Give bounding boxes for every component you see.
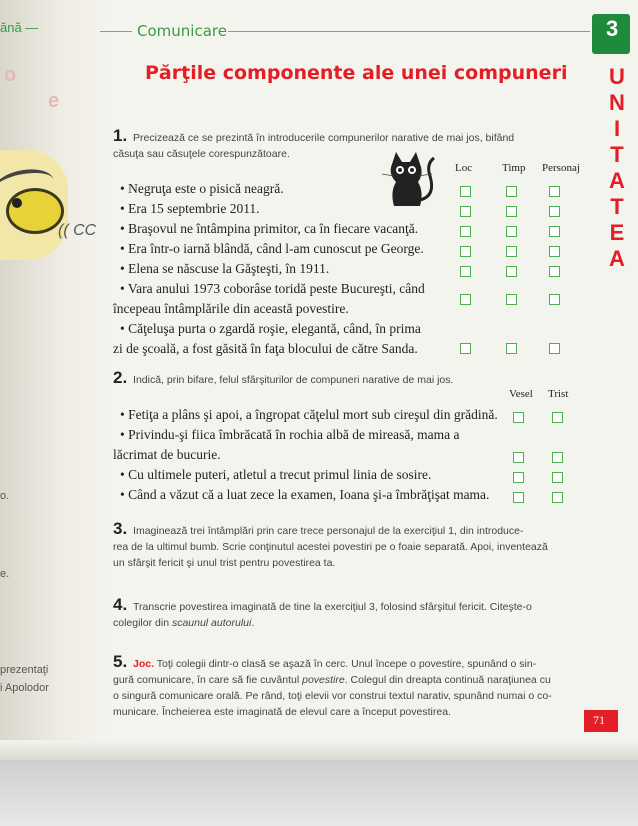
exercise-1-instruction: 1. Precizează ce se prezintă în introducerile compunerilor narative de mai jos, bifând căsuţa sau căsuţele corespunzătoare.	[113, 126, 515, 160]
exercise-4-text: 4. Transcrie povestirea imaginată de tine la exerciţiul 3, folosind sfârşitul fericit. Citeşte-o colegilor din scaunul autorului.	[113, 595, 532, 629]
left-page-edge	[0, 0, 80, 760]
exercise-2-instruction: 2. Indică, prin bifare, felul sfârşiturilor de compuneri narative de mai jos.	[113, 368, 454, 387]
left-page-illustration	[0, 150, 68, 260]
column-header-vesel: Vesel	[509, 388, 533, 400]
list-item: • Negruţa este o pisică neagră.	[120, 181, 284, 196]
list-item: • Vara anului 1973 coborâse toridă peste Bucureşti, când	[120, 281, 425, 296]
checkbox[interactable]	[549, 206, 560, 217]
left-page-red-letter: e	[48, 90, 60, 112]
checkbox[interactable]	[460, 246, 471, 257]
checkbox[interactable]	[506, 343, 517, 354]
scan-bottom-band	[0, 760, 638, 826]
checkbox[interactable]	[506, 246, 517, 257]
left-page-text-fragment: i Apolodor	[0, 682, 49, 694]
emphasis-povestire: povestire	[302, 674, 345, 686]
checkbox[interactable]	[549, 246, 560, 257]
checkbox[interactable]	[460, 226, 471, 237]
section-label: Comunicare	[137, 22, 227, 40]
column-header-personaj: Personaj	[542, 162, 580, 174]
game-label: Joc.	[133, 658, 155, 670]
exercise-4-number: 4.	[113, 595, 128, 614]
checkbox[interactable]	[513, 452, 524, 463]
header-rule-left	[100, 31, 132, 32]
header-rule-right	[228, 31, 590, 32]
checkbox[interactable]	[552, 492, 563, 503]
checkbox[interactable]	[552, 412, 563, 423]
page-number: 71	[593, 713, 605, 727]
list-item-continuation: lăcrimat de bucurie.	[113, 447, 221, 462]
exercise-2-number: 2.	[113, 368, 128, 387]
list-item: • Elena se născuse la Găşteşti, în 1911.	[120, 261, 330, 276]
column-header-loc: Loc	[455, 162, 473, 174]
checkbox[interactable]	[460, 343, 471, 354]
checkbox[interactable]	[460, 294, 471, 305]
checkbox[interactable]	[549, 186, 560, 197]
checkbox[interactable]	[506, 226, 517, 237]
checkbox[interactable]	[460, 266, 471, 277]
checkbox[interactable]	[513, 472, 524, 483]
list-item: • Cu ultimele puteri, atletul a trecut primul linia de sosire.	[120, 467, 432, 482]
list-item: • Privindu-şi fiica îmbrăcată în rochia albă de mireasă, mama a	[120, 427, 460, 442]
left-page-text-fragment: e.	[0, 568, 10, 580]
checkbox[interactable]	[549, 294, 560, 305]
list-item: • Braşovul ne întâmpina primitor, ca în fiecare vacanţă.	[120, 221, 419, 236]
left-page-text-fragment: o.	[0, 490, 10, 502]
black-cat-illustration	[372, 150, 440, 212]
list-item: • Fetiţa a plâns şi apoi, a îngropat căţelul mort sub cireşul din grădină.	[120, 407, 498, 422]
left-page-text-fragment: prezentaţi	[0, 664, 49, 676]
exercise-3-number: 3.	[113, 519, 128, 538]
list-item-continuation: zi de şcoală, a fost găsită în faţa blocului de către Sanda.	[113, 341, 418, 356]
checkbox[interactable]	[552, 452, 563, 463]
list-item: • Era într-o iarnă blândă, când l-am cunoscut pe George.	[120, 241, 424, 256]
left-page-red-letter: o	[4, 64, 17, 86]
checkbox[interactable]	[552, 472, 563, 483]
illustration-sound-marks: (( CC	[58, 222, 97, 239]
unit-vertical-label: U N I T A T E A	[609, 64, 625, 271]
checkbox[interactable]	[506, 206, 517, 217]
checkbox[interactable]	[513, 412, 524, 423]
checkbox[interactable]	[506, 186, 517, 197]
exercise-1-number: 1.	[113, 126, 128, 145]
checkbox[interactable]	[549, 266, 560, 277]
unit-number: 3	[606, 16, 619, 41]
list-item: • Căţeluşa purta o zgardă roşie, elegantă, când, în prima	[120, 321, 421, 336]
list-item: • Când a văzut că a luat zece la examen, Ioana şi-a îmbrăţişat mama.	[120, 487, 490, 502]
checkbox[interactable]	[549, 226, 560, 237]
exercise-5-number: 5.	[113, 652, 128, 671]
checkbox[interactable]	[506, 294, 517, 305]
checkbox[interactable]	[506, 266, 517, 277]
list-item-continuation: începeau întâmplările din această povestire.	[113, 301, 349, 316]
column-header-trist: Trist	[548, 388, 569, 400]
emphasis-scaunul-autorului: scaunul autorului	[171, 617, 252, 629]
exercise-3-text: 3. Imaginează trei întâmplări prin care trece personajul de la exerciţiul 1, din introduce- rea de la ultimul bumb. Scrie conţinutul acestei povestiri pe o foaie separată. Apoi, inventează un sfârşit fericit şi unul trist pentru povestirea ta.	[113, 519, 548, 569]
exercise-5-text: 5. Joc. Toţi colegii dintr-o clasă se aşază în cerc. Unul începe o povestire, spunând o sin- gură comunicare, în care să fie cuvântul povestire. Colegul din dreapta continuă naraţiunea cu o singură comunicare orală. Pe rând, toţi elevii vor construi textul narativ, spunând numai o co- municare. Încheierea este imaginată de elevul care a început povestirea.	[113, 652, 552, 718]
checkbox[interactable]	[460, 186, 471, 197]
column-header-timp: Timp	[502, 162, 526, 174]
checkbox[interactable]	[513, 492, 524, 503]
checkbox[interactable]	[549, 343, 560, 354]
page-title: Părţile componente ale unei compuneri	[145, 62, 568, 84]
left-page-header-fragment: ănă —	[0, 20, 39, 35]
list-item: • Era 15 septembrie 2011.	[120, 201, 260, 216]
checkbox[interactable]	[460, 206, 471, 217]
